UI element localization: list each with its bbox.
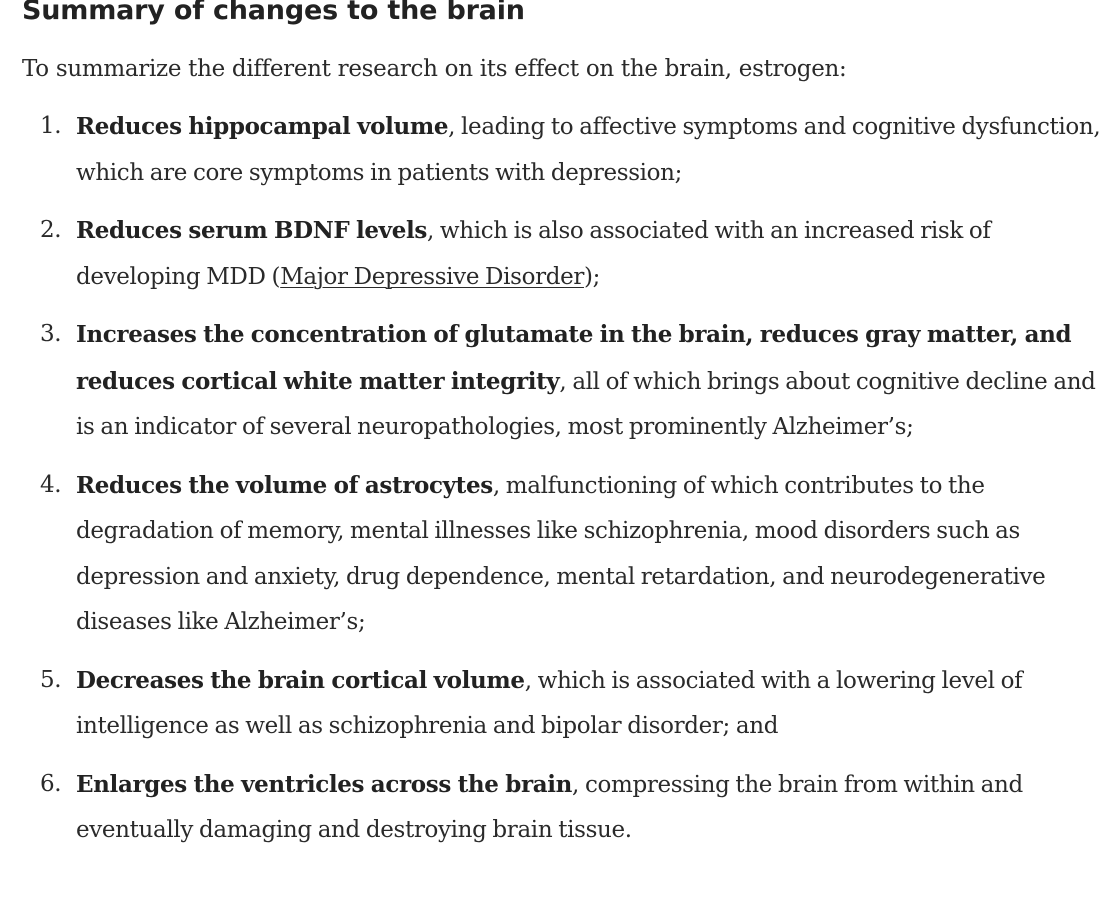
list-item-text: , leading to affective symptoms and cognitive dysfunction, which are core symptoms in patients with depression; (76, 114, 1101, 186)
list-item (22, 658, 1112, 750)
list-item-text-end: ); (584, 263, 601, 290)
intro-paragraph: To summarize the different research on its effect on the brain, estrogen: (22, 56, 847, 82)
list-item-number: 2. (40, 217, 62, 243)
list-item-number: 1. (40, 113, 62, 139)
list-item (22, 104, 1112, 196)
list-item-number: 5. (40, 666, 62, 693)
list-item-text: , malfunctioning of which contributes to the degradation of memory, mental illnesses like schizophrenia, mood disorders such as depression and anxiety, drug dependence, mental retardation, and neurodegenerative diseases like Alzheimer’s; (76, 472, 1046, 635)
list-item-bold: Reduces hippocampal volume (76, 113, 449, 140)
list-item-number: 6. (40, 770, 62, 797)
list-item-text: , all of which brings about cognitive decline and is an indicator of several neuropathologies, most prominently Alzheimer’s; (76, 368, 1096, 440)
list-item-text: , which is also associated with an increased risk of developing MDD ( (76, 218, 991, 290)
list-item (22, 208, 1112, 300)
list-item-bold: Reduces the volume of astrocytes (76, 471, 493, 499)
mdd-link[interactable]: Major Depressive Disorder (280, 263, 585, 290)
list-item (22, 463, 1112, 646)
list-item-bold: Increases the concentration of glutamate in the brain, reduces gray matter, and reduces cortical white matter integrity (76, 321, 1072, 395)
section-heading: Summary of changes to the brain (22, 0, 525, 26)
list-item-number: 4. (40, 471, 62, 498)
effects-list (22, 104, 1112, 854)
list-item-text: , which is associated with a lowering level of intelligence as well as schizophrenia and bipolar disorder; and (76, 667, 1023, 739)
list-item-bold: Decreases the brain cortical volume (76, 666, 525, 694)
list-item (22, 312, 1112, 451)
list-item-bold: Reduces serum BDNF levels (76, 217, 427, 244)
list-item-bold: Enlarges the ventricles across the brain (76, 770, 573, 798)
list-item-text: , compressing the brain from within and eventually damaging and destroying brain tissue. (76, 771, 1023, 843)
list-item-number: 3. (40, 321, 62, 347)
list-item (22, 762, 1112, 854)
